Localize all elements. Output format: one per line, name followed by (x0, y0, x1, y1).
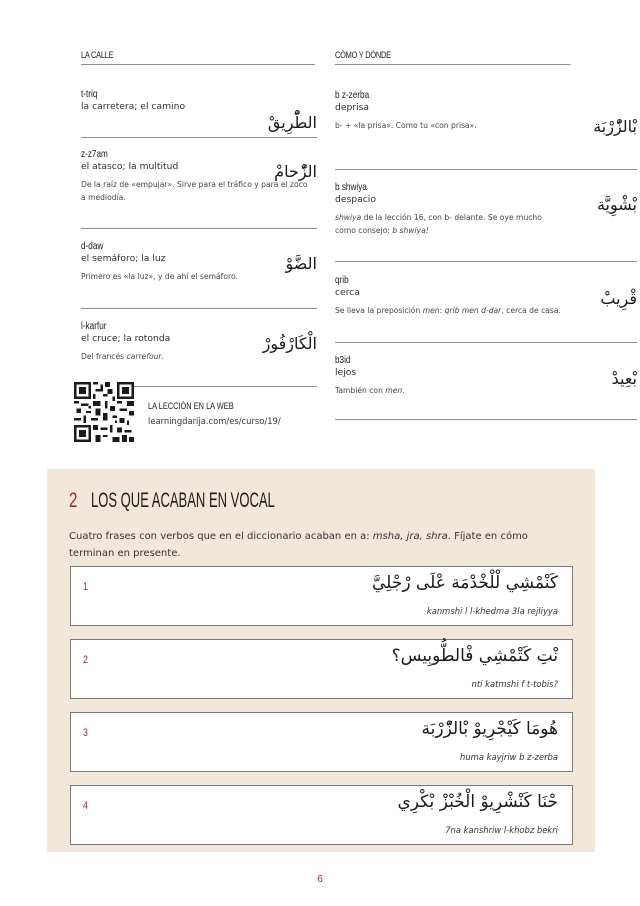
web-lesson-title: LA LECCIÓN EN LA WEB (148, 401, 234, 412)
section-number: 2 (69, 489, 78, 512)
entry-arabic: الْكَارْفُورْ (262, 334, 317, 353)
entry-meaning: deprisa (335, 102, 370, 113)
entry-translit: b z-zerba (335, 89, 370, 101)
column-title: LA CALLE (81, 50, 315, 65)
entry-arabic: قْرِيبْ (600, 289, 637, 308)
sentence-translit: 7na kanshriw l-khobz bekri (445, 825, 558, 835)
note-text: de la lección 16, con b- delante. Se oye mucho como consejo: (335, 213, 542, 235)
note-text: . (161, 352, 164, 361)
note-italic: carrefour (126, 352, 162, 361)
vocab-entry-t-triq (81, 88, 317, 138)
entry-note: De la raíz de «empujar». Sirve para el tráfico y para el zoco a mediodía. (81, 180, 308, 202)
note-text: : (439, 306, 445, 315)
sentence-arabic: هُومَا كَيْجْرِيوْ بْالزّْرْبَة (421, 719, 558, 739)
page-number: 6 (317, 874, 323, 885)
note-text: Del francés (81, 352, 127, 361)
entry-meaning: el atasco; la multitud (81, 161, 179, 172)
sentence-number: 2 (83, 654, 88, 666)
sentence-box-2 (70, 639, 573, 699)
vocab-entry-d-daw (81, 240, 317, 309)
section-intro (69, 528, 573, 562)
entry-arabic: الزّْحامْ (274, 162, 317, 181)
entry-meaning: cerca (335, 287, 360, 298)
vocab-entry-b3id (335, 354, 637, 420)
note-italic: shwiya (335, 213, 362, 222)
entry-translit: b shwiya (335, 181, 367, 193)
note-italic: b shwiya! (392, 225, 429, 235)
web-lesson-link[interactable]: learningdarija.com/es/curso/19/ (148, 416, 281, 426)
column-la-calle (81, 50, 317, 387)
entry-meaning: lejos (335, 367, 357, 378)
entry-translit: qrib (335, 274, 349, 286)
sentence-number: 1 (83, 581, 88, 593)
entry-note: b- + «la prisa». Como tu «con prisa». (335, 121, 477, 130)
intro-text: Cuatro frases con verbos que en el diccionario acaban en a: (69, 531, 373, 542)
entry-arabic: الضَّوْ (285, 254, 317, 273)
note-italic: men (422, 306, 440, 315)
note-italic: qrib men d-dar (444, 306, 502, 315)
vocab-entry-b-z-zerba (335, 89, 637, 170)
entry-arabic: بْعِيدْ (611, 369, 637, 388)
vocab-entry-qrib (335, 274, 637, 343)
entry-translit: l-karfur (81, 320, 107, 332)
sentence-box-4 (70, 785, 573, 845)
entry-note (335, 212, 550, 237)
entry-meaning: el cruce; la rotonda (81, 333, 171, 344)
entry-arabic: بْالزّْرْبَة (593, 117, 637, 136)
column-como-y-donde (335, 50, 637, 420)
section-exercise-2 (47, 469, 595, 852)
entry-translit: z-z7am (81, 148, 108, 160)
note-text: Se lleva la preposición (335, 306, 423, 315)
sentence-number: 3 (83, 727, 88, 739)
entry-meaning: despacio (335, 194, 376, 205)
vocab-entry-l-karfur (81, 320, 317, 387)
vocab-entry-z-z7am (81, 148, 317, 229)
entry-translit: t-triq (81, 88, 98, 100)
column-title: CÓMO Y DÓNDE (335, 50, 571, 65)
note-text: También con (335, 386, 386, 395)
entry-note (335, 305, 637, 318)
note-text: . (402, 386, 405, 395)
intro-text: . Fíjate en cómo terminan en presente. (69, 531, 528, 559)
sentence-box-1 (70, 566, 573, 626)
entry-note (335, 385, 637, 398)
entry-meaning: el semáforo; la luz (81, 253, 166, 264)
sentence-number: 4 (83, 800, 88, 812)
sentence-box-3 (70, 712, 573, 772)
sentence-arabic: نْتِ كَتْمْشِي فْالطُّوبِيس؟ (391, 646, 558, 666)
intro-italic: msha, jra, shra (372, 531, 448, 542)
sentence-arabic: حْنَا كَنْشْرِيوْ الْخُبْزْ بْكْرِي (397, 792, 558, 812)
entry-translit: b3id (335, 354, 351, 366)
qr-code-icon[interactable] (74, 382, 134, 442)
entry-meaning: la carretera; el camino (81, 101, 186, 112)
note-text: , cerca de casa. (501, 306, 561, 315)
note-italic: men (385, 386, 403, 395)
sentence-translit: kanmshi l l-khedma 3la rejliyya (426, 606, 558, 616)
entry-arabic: بْشْوِيَّة (596, 195, 637, 214)
entry-arabic: الطّْرِيقْ (267, 113, 317, 132)
sentence-arabic: كَنْمْشِي لْلْخْدْمَة عْلَى رْجْلِيَّ (372, 573, 558, 593)
vocab-entry-b-shwiya (335, 181, 637, 262)
sentence-translit: huma kayjriw b z-zerba (460, 752, 558, 762)
sentence-translit: nti katmshi f t-tobis? (471, 679, 558, 689)
entry-note: Primero es «la luz», y de ahí el semáforo. (81, 272, 238, 281)
section-title: LOS QUE ACABAN EN VOCAL (91, 489, 275, 512)
entry-translit: d-daw (81, 240, 104, 252)
